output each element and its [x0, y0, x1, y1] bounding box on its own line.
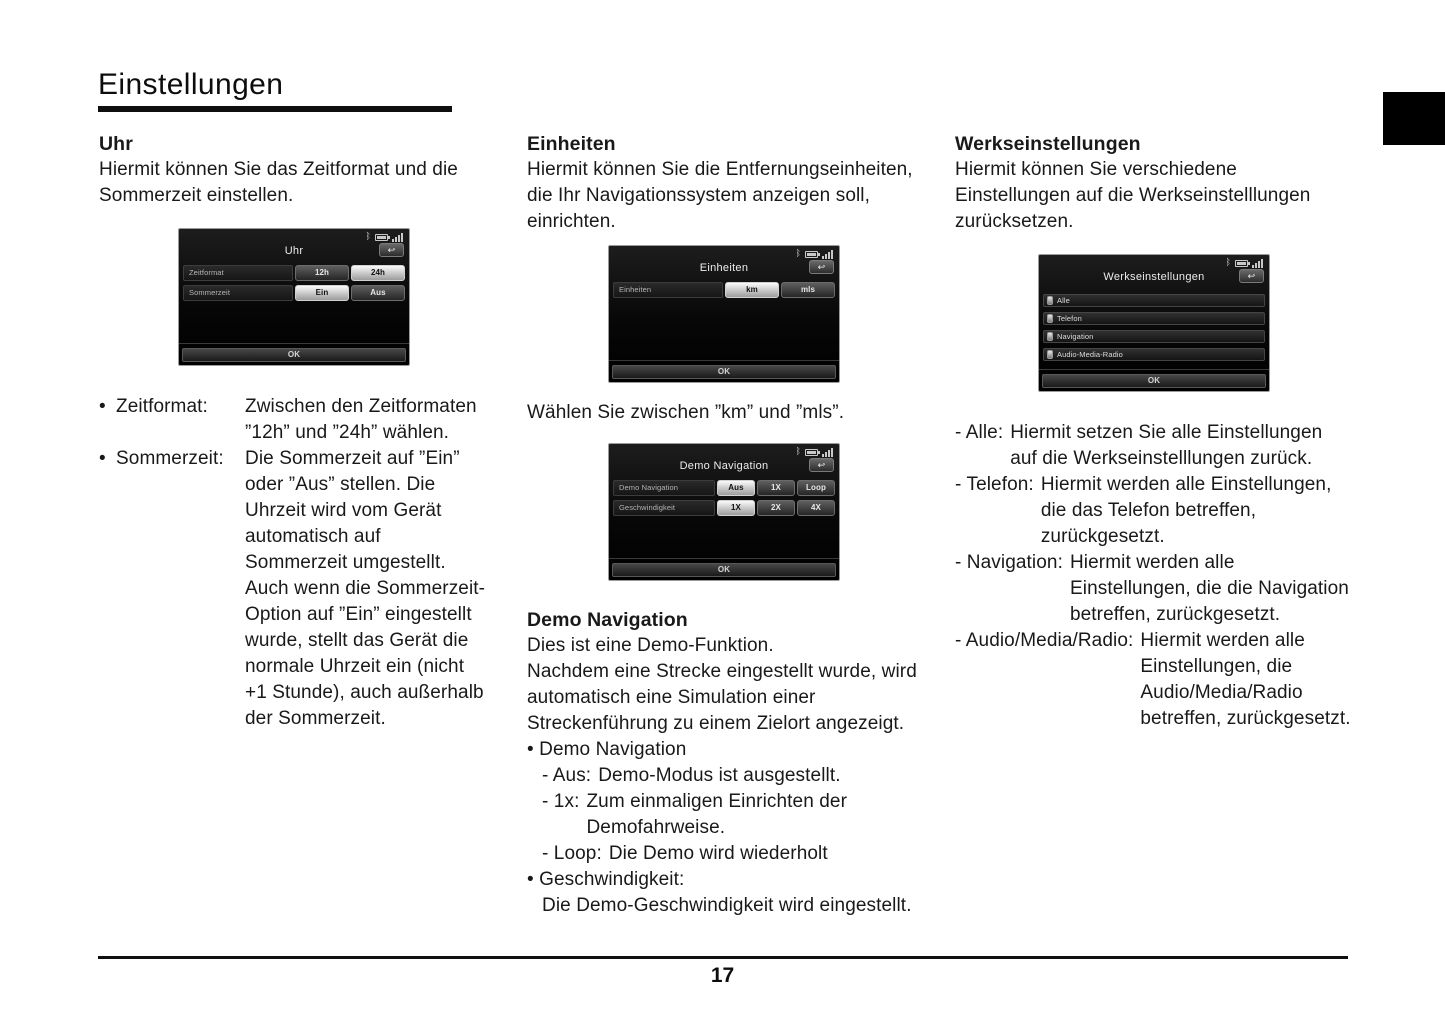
column-uhr: [99, 131, 491, 732]
ok-button[interactable]: OK: [1042, 374, 1266, 388]
sommerzeit-row: [183, 285, 405, 301]
entry-desc: Hiermit werden alle Einstellungen, die das Telefon betreffen, zurückgesetzt.: [1040, 474, 1332, 547]
item-label: Navigation: [1057, 331, 1094, 341]
bluetooth-icon: ᛒ: [795, 447, 801, 457]
bluetooth-icon: ᛒ: [795, 249, 801, 259]
item-icon: [1047, 350, 1053, 359]
ok-button[interactable]: OK: [182, 348, 406, 362]
bullet-term: Sommerzeit:: [116, 448, 224, 469]
bluetooth-icon: ᛒ: [365, 232, 371, 242]
bullet-desc: Die Sommerzeit auf ”Ein” oder ”Aus” stellen. Die Uhrzeit wird vom Gerät automatisch auf Sommerzeit umgestellt. Auch wenn die Sommerzeit-Option auf ”Ein” eingestellt wurde, stellt das Gerät die normale Uhrzeit ein (nicht +1 Stunde), auch außerhalb der Sommerzeit.: [245, 448, 486, 729]
option-button-speed-4x[interactable]: 4X: [797, 500, 835, 516]
item-label: Alle: [1057, 295, 1070, 305]
item-icon: [1047, 332, 1053, 341]
demo-intro-line2: Nachdem eine Strecke eingestellt wurde, wird automatisch eine Simulation einer Streckenführung zu einem Zielort angezeigt.: [527, 661, 917, 734]
screen-titlebar: [609, 259, 839, 277]
status-bar: [365, 232, 403, 242]
section-heading-demo-navigation: Demo Navigation: [527, 609, 688, 631]
option-button-loop[interactable]: Loop: [797, 480, 835, 496]
demo-intro-line1: Dies ist eine Demo-Funktion.: [527, 635, 774, 656]
bullet-marker: •: [99, 396, 106, 417]
section-heading-einheiten: Einheiten: [527, 133, 616, 155]
demo-navigation-screenshot: [608, 443, 840, 581]
battery-icon: [805, 449, 818, 456]
battery-icon: [805, 251, 818, 258]
demo-bullet-navigation: • Demo Navigation: [527, 739, 687, 760]
chapter-tab: [1383, 92, 1445, 145]
sub-term: - Loop:: [542, 843, 602, 864]
sub-desc: Demo-Modus ist ausgestellt.: [598, 765, 841, 786]
sub-term: - Aus:: [542, 765, 592, 786]
option-button-aus[interactable]: Aus: [351, 285, 405, 301]
item-icon: [1047, 296, 1053, 305]
screen-titlebar: [1039, 268, 1269, 286]
option-button-speed-1x[interactable]: 1X: [717, 500, 755, 516]
option-button-speed-2x[interactable]: 2X: [757, 500, 795, 516]
option-button-1x[interactable]: 1X: [757, 480, 795, 496]
sub-desc: Die Demo wird wiederholt: [608, 843, 828, 864]
bluetooth-icon: ᛒ: [1225, 258, 1231, 268]
item-icon: [1047, 314, 1053, 323]
demo-navigation-row: [613, 480, 835, 496]
battery-icon: [1235, 260, 1248, 267]
back-button[interactable]: ↩: [1239, 269, 1264, 283]
entry-desc: Hiermit setzen Sie alle Einstellungen auf die Werkseinstelllungen zurück.: [1010, 422, 1323, 469]
screen-titlebar: [609, 457, 839, 475]
page-title: Einstellungen: [98, 68, 284, 101]
screen-title: Uhr: [284, 245, 304, 257]
row-label-geschwindigkeit: Geschwindigkeit: [613, 500, 715, 516]
werk-intro: Hiermit können Sie verschiedene Einstellungen auf die Werkseinstelllungen zurücksetzen.: [955, 159, 1311, 232]
footer-rule: [98, 956, 1348, 959]
screen-title: Einheiten: [699, 262, 749, 274]
battery-icon: [375, 234, 388, 241]
signal-icon: [822, 448, 833, 457]
bullet-sommerzeit: [99, 446, 491, 732]
zeitformat-row: [183, 265, 405, 281]
signal-icon: [392, 233, 403, 242]
demo-sub-1x: [542, 789, 919, 841]
screen-title: Werkseinstellungen: [1103, 271, 1205, 283]
einheiten-row: [613, 282, 835, 298]
screen-title: Demo Navigation: [679, 460, 769, 472]
geschwindigkeit-row: [613, 500, 835, 516]
demo-sub-loop: [542, 841, 919, 867]
entry-term: - Alle:: [955, 422, 1004, 443]
screen-titlebar: [179, 242, 409, 260]
bullet-zeitformat: [99, 394, 491, 446]
entry-desc: Hiermit werden alle Einstellungen, die Audio/Media/Radio betreffen, zurückgesetzt.: [1140, 630, 1351, 729]
option-button-km[interactable]: km: [725, 282, 779, 298]
signal-icon: [822, 250, 833, 259]
option-button-12h[interactable]: 12h: [295, 265, 349, 281]
option-button-24h[interactable]: 24h: [351, 265, 405, 281]
back-button[interactable]: ↩: [809, 260, 834, 274]
row-label-demo-navigation: Demo Navigation: [613, 480, 715, 496]
demo-bullet-geschwindigkeit: • Geschwindigkeit:: [527, 869, 685, 890]
demo-sub-aus: [542, 763, 919, 789]
option-button-aus[interactable]: Aus: [717, 480, 755, 496]
bullet-term: Zeitformat:: [116, 396, 208, 417]
werkseinstellungen-screenshot: [1038, 254, 1270, 392]
bullet-marker: •: [99, 448, 106, 469]
entry-term: - Navigation:: [955, 552, 1063, 573]
ok-button[interactable]: OK: [612, 563, 836, 577]
row-label-sommerzeit: Sommerzeit: [183, 285, 293, 301]
row-label-einheiten: Einheiten: [613, 282, 723, 298]
option-button-mls[interactable]: mls: [781, 282, 835, 298]
back-button[interactable]: ↩: [809, 458, 834, 472]
column-einheiten: [527, 131, 919, 919]
entry-audio-media-radio: [955, 628, 1352, 732]
title-underline: [98, 106, 452, 112]
list-item-audio-media-radio[interactable]: [1043, 348, 1265, 361]
entry-telefon: [955, 472, 1352, 550]
ok-button[interactable]: OK: [612, 365, 836, 379]
section-heading-uhr: Uhr: [99, 133, 133, 155]
bullet-desc: Zwischen den Zeitformaten ”12h” und ”24h” wählen.: [245, 396, 477, 443]
einheiten-intro: Hiermit können Sie die Entfernungseinheiten, die Ihr Navigationssystem anzeigen soll, einrichten.: [527, 159, 913, 232]
status-bar: [795, 249, 833, 259]
section-heading-werkseinstellungen: Werkseinstellungen: [955, 133, 1141, 155]
signal-icon: [1252, 259, 1263, 268]
entry-alle: [955, 420, 1352, 472]
status-bar: [795, 447, 833, 457]
einheiten-note: Wählen Sie zwischen ”km” und ”mls”.: [527, 402, 845, 423]
option-button-ein[interactable]: Ein: [295, 285, 349, 301]
entry-desc: Hiermit werden alle Einstellungen, die die Navigation betreffen, zurückgesetzt.: [1069, 552, 1349, 625]
page-number: 17: [710, 964, 735, 987]
column-werkseinstellungen: [955, 131, 1352, 732]
item-label: Telefon: [1057, 313, 1082, 323]
demo-geschwindigkeit-desc: Die Demo-Geschwindigkeit wird eingestellt.: [542, 895, 912, 916]
entry-term: - Audio/Media/Radio:: [955, 630, 1134, 651]
status-bar: [1225, 258, 1263, 268]
sub-term: - 1x:: [542, 791, 580, 812]
einheiten-screenshot: [608, 245, 840, 383]
uhr-intro: Hiermit können Sie das Zeitformat und die Sommerzeit einstellen.: [99, 159, 458, 206]
row-label-zeitformat: Zeitformat: [183, 265, 293, 281]
entry-navigation: [955, 550, 1352, 628]
entry-term: - Telefon:: [955, 474, 1034, 495]
sub-desc: Zum einmaligen Einrichten der Demofahrweise.: [586, 791, 848, 838]
uhr-screenshot: [178, 228, 410, 366]
back-button[interactable]: ↩: [379, 243, 404, 257]
item-label: Audio-Media-Radio: [1057, 349, 1123, 359]
